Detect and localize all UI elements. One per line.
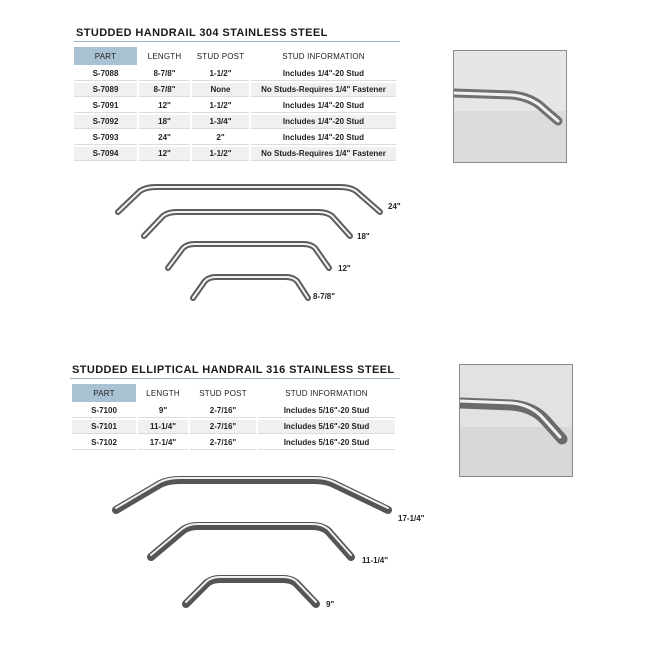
section2-title: STUDDED ELLIPTICAL HANDRAIL 316 STAINLESS STEEL (72, 364, 395, 376)
col-header-length: LENGTH (139, 47, 190, 65)
cell-part: S-7101 (72, 420, 136, 434)
col-header-length: LENGTH (138, 384, 188, 402)
cell-stud-post: 2-7/16" (190, 420, 256, 434)
cell-stud-info: Includes 5/16"-20 Stud (258, 420, 395, 434)
handrail-8-7-8-image (193, 277, 308, 298)
cell-stud-post: 2-7/16" (190, 436, 256, 450)
cell-part: S-7100 (72, 404, 136, 418)
cell-length: 11-1/4" (138, 420, 188, 434)
size-label-24: 24" (388, 202, 401, 211)
cell-stud-info: Includes 5/16"-20 Stud (258, 404, 395, 418)
elliptical-handrail-17-1-4-image (116, 478, 388, 510)
size-label-9: 9" (326, 600, 335, 609)
cell-stud-post: 1-1/2" (192, 99, 249, 113)
cell-stud-info: Includes 1/4"-20 Stud (251, 115, 396, 129)
cell-part: S-7094 (74, 147, 137, 161)
col-header-stud-post: STUD POST (192, 47, 249, 65)
cell-length: 12" (139, 147, 190, 161)
cell-length: 9" (138, 404, 188, 418)
col-header-part: PART (74, 47, 137, 65)
cell-stud-post: None (192, 83, 249, 97)
cell-part: S-7093 (74, 131, 137, 145)
cell-stud-post: 1-3/4" (192, 115, 249, 129)
cell-length: 8-7/8" (139, 83, 190, 97)
cell-stud-info: No Studs-Requires 1/4" Fastener (251, 147, 396, 161)
cell-part: S-7088 (74, 67, 137, 81)
cell-stud-post: 2-7/16" (190, 404, 256, 418)
cell-stud-info: No Studs-Requires 1/4" Fastener (251, 83, 396, 97)
cell-stud-info: Includes 1/4"-20 Stud (251, 99, 396, 113)
col-header-stud-post: STUD POST (190, 384, 256, 402)
cell-part: S-7102 (72, 436, 136, 450)
cell-part: S-7092 (74, 115, 137, 129)
cell-length: 12" (139, 99, 190, 113)
elliptical-handrail-11-1-4-image (151, 524, 351, 557)
cell-length: 17-1/4" (138, 436, 188, 450)
cell-stud-post: 1-1/2" (192, 67, 249, 81)
cell-length: 8-7/8" (139, 67, 190, 81)
cell-part: S-7091 (74, 99, 137, 113)
handrail-18-image (144, 212, 350, 236)
cell-stud-post: 1-1/2" (192, 147, 249, 161)
section1-title: STUDDED HANDRAIL 304 STAINLESS STEEL (76, 27, 328, 39)
cell-part: S-7089 (74, 83, 137, 97)
handrail-12-image (168, 244, 329, 268)
cell-stud-post: 2" (192, 131, 249, 145)
elliptical-handrail-9-image (186, 577, 316, 604)
size-label-8-7-8: 8-7/8" (313, 292, 336, 301)
size-label-11-1-4: 11-1/4" (362, 556, 389, 565)
col-header-part: PART (72, 384, 136, 402)
size-label-12: 12" (338, 264, 351, 273)
cell-stud-info: Includes 1/4"-20 Stud (251, 131, 396, 145)
col-header-stud-info: STUD INFORMATION (251, 47, 396, 65)
cell-length: 24" (139, 131, 190, 145)
col-header-stud-info: STUD INFORMATION (258, 384, 395, 402)
handrail-24-image (118, 187, 380, 212)
cell-length: 18" (139, 115, 190, 129)
cell-stud-info: Includes 5/16"-20 Stud (258, 436, 395, 450)
cell-stud-info: Includes 1/4"-20 Stud (251, 67, 396, 81)
size-label-18: 18" (357, 232, 370, 241)
size-label-17-1-4: 17-1/4" (398, 514, 425, 523)
